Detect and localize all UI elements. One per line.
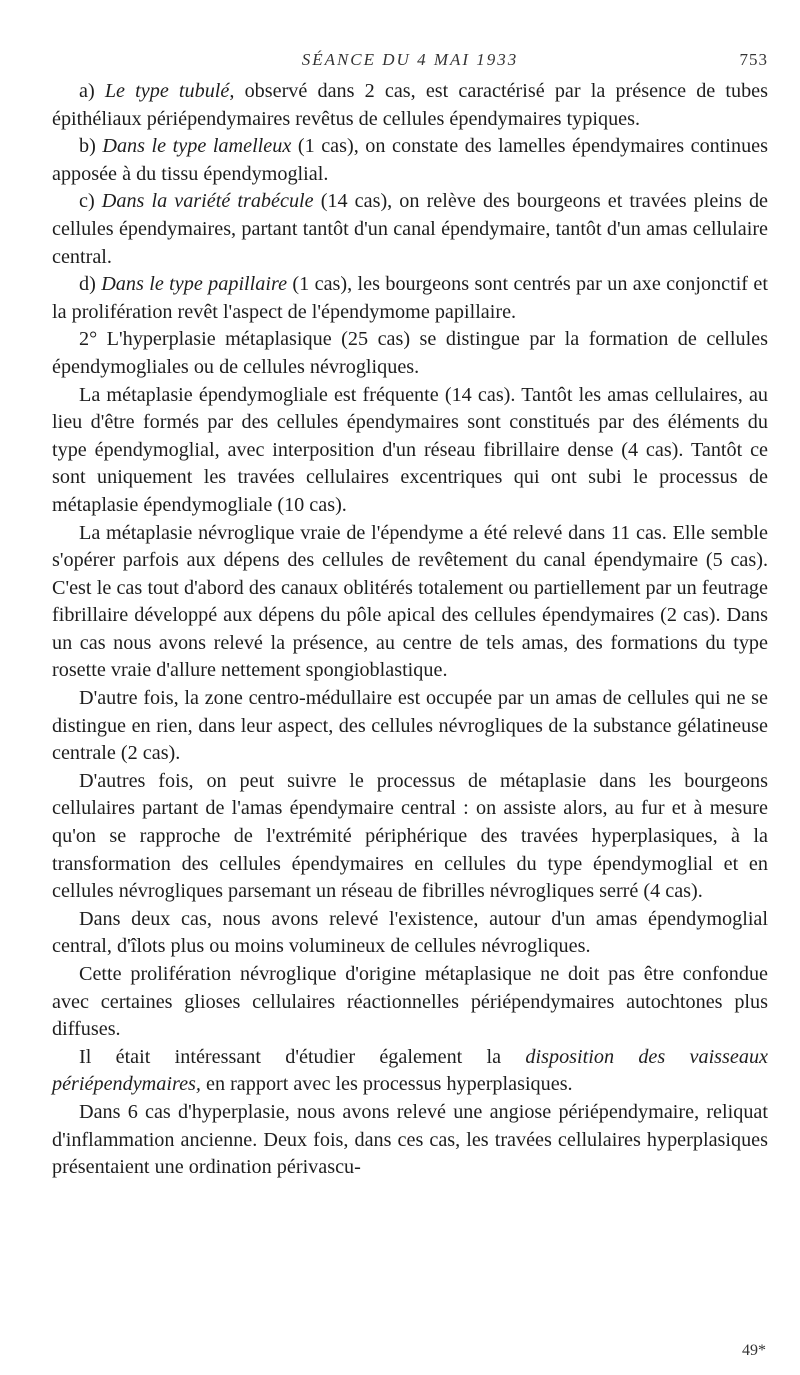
paragraph-text: (14 cas), on relève des bourgeons et travées pleins de cellules épendymaires, partant tantôt d'un canal épendymaire, tantôt d'un amas cellulaire central. xyxy=(52,190,768,268)
paragraph-text: La métaplasie névroglique vraie de l'épendyme a été relevé dans 11 cas. Elle semble s'opérer parfois aux dépens des cellules de revêtement du canal épendymaire (5 cas). C'est le cas tout d'abord des canaux oblitérés totalement ou partiellement par un feutrage fibrillaire développé aux dépens du pôle apical des cellules épendymaires (2 cas). Dans un cas nous avons relevé la présence, au centre de tels amas, des formations du type rosette vraie d'allure nettement spongioblastique. xyxy=(52,521,768,682)
paragraph-text: Cette prolifération névroglique d'origine métaplasique ne doit pas être confondue avec certaines glioses cellulaires réactionnelles périépendymaires autochtones plus diffuses. xyxy=(52,963,768,1041)
paragraph-variete-trabecule xyxy=(52,188,768,271)
paragraph-lead: Il était intéressant d'étudier également la xyxy=(79,1045,526,1068)
page xyxy=(52,48,768,1182)
paragraph-lead: a) xyxy=(79,80,105,102)
paragraph-ilots-nevrogliques xyxy=(52,906,768,961)
paragraph-type-tubule xyxy=(52,78,768,133)
paragraph-metaplasie-ependymogliale xyxy=(52,382,768,520)
signature-mark: 49* xyxy=(742,1342,766,1359)
paragraph-type-papillaire xyxy=(52,271,768,326)
body-text xyxy=(52,78,768,1182)
paragraph-text: observé dans 2 cas, est caractérisé par la présence de tubes épithéliaux périépendymaires revêtus de cellules épendymaires typiques. xyxy=(52,80,768,130)
paragraph-disposition-vaisseaux xyxy=(52,1044,768,1099)
paragraph-lead: c) xyxy=(79,190,102,213)
paragraph-angiose xyxy=(52,1099,768,1182)
paragraph-text: (1 cas), on constate des lamelles épendymaires continues apposée à du tissu épendymoglial. xyxy=(52,135,768,185)
paragraph-emphasis: Dans le type lamelleux xyxy=(102,135,292,158)
paragraph-metaplasie-nevroglique xyxy=(52,520,768,686)
running-head xyxy=(52,48,768,78)
running-head-title: SÉANCE DU 4 MAI 1933 xyxy=(301,50,519,69)
paragraph-type-lamelleux xyxy=(52,133,768,188)
paragraph-emphasis: Le type tubulé, xyxy=(104,80,235,102)
paragraph-text: en rapport avec les processus hyperplasiques. xyxy=(200,1073,573,1096)
paragraph-text: 2° L'hyperplasie métaplasique (25 cas) se distingue par la formation de cellules épendymogliales ou de cellules névrogliques. xyxy=(52,328,768,378)
paragraph-glioses xyxy=(52,961,768,1044)
paragraph-text: Dans deux cas, nous avons relevé l'existence, autour d'un amas épendymoglial central, d'îlots plus ou moins volumineux de cellules névrogliques. xyxy=(52,907,768,958)
paragraph-lead: d) xyxy=(79,273,102,296)
paragraph-text: La métaplasie épendymogliale est fréquente (14 cas). Tantôt les amas cellulaires, au lieu d'être formés par des cellules épendymaires sont constitués par des éléments du type épendymoglial, avec interposition d'un réseau fibrillaire dense (4 cas). Tantôt ce sont uniquement les travées cellulaires excentriques qui ont subi le processus de métaplasie épendymogliale (10 cas). xyxy=(52,383,768,516)
paragraph-emphasis: Dans le type papillaire xyxy=(101,273,288,296)
paragraph-processus-metaplasie xyxy=(52,768,768,906)
paragraph-text: Dans 6 cas d'hyperplasie, nous avons relevé une angiose périépendymaire, reliquat d'inflammation ancienne. Deux fois, dans ces cas, les travées cellulaires hyperplasiques présentaient une ordination périvascu- xyxy=(52,1100,768,1179)
paragraph-emphasis: disposition des vaisseaux périépendymaires, xyxy=(52,1045,769,1096)
paragraph-text: D'autres fois, on peut suivre le processus de métaplasie dans les bourgeons cellulaires partant de l'amas épendymaire central : on assiste alors, au fur et à mesure qu'on se rapproche de l'extrémité périphérique des travées hyperplasiques, à la transformation des cellules épendymaires en cellules du type épendymoglial et en cellules névrogliques parsemant un réseau de fibrilles névrogliques serré (4 cas). xyxy=(52,769,768,903)
paragraph-emphasis: Dans la variété trabécule xyxy=(101,190,314,213)
paragraph-hyperplasie-metaplasique xyxy=(52,326,768,381)
page-number: 753 xyxy=(739,50,768,69)
paragraph-zone-centro-medullaire xyxy=(52,685,768,768)
paragraph-lead: b) xyxy=(79,135,103,158)
paragraph-text: D'autre fois, la zone centro-médullaire est occupée par un amas de cellules qui ne se distingue en rien, dans leur aspect, des cellules névrogliques de la substance gélatineuse centrale (2 cas). xyxy=(52,687,768,765)
paragraph-text: (1 cas), les bourgeons sont centrés par un axe conjonctif et la prolifération revêt l'aspect de l'épendymome papillaire. xyxy=(52,273,768,323)
